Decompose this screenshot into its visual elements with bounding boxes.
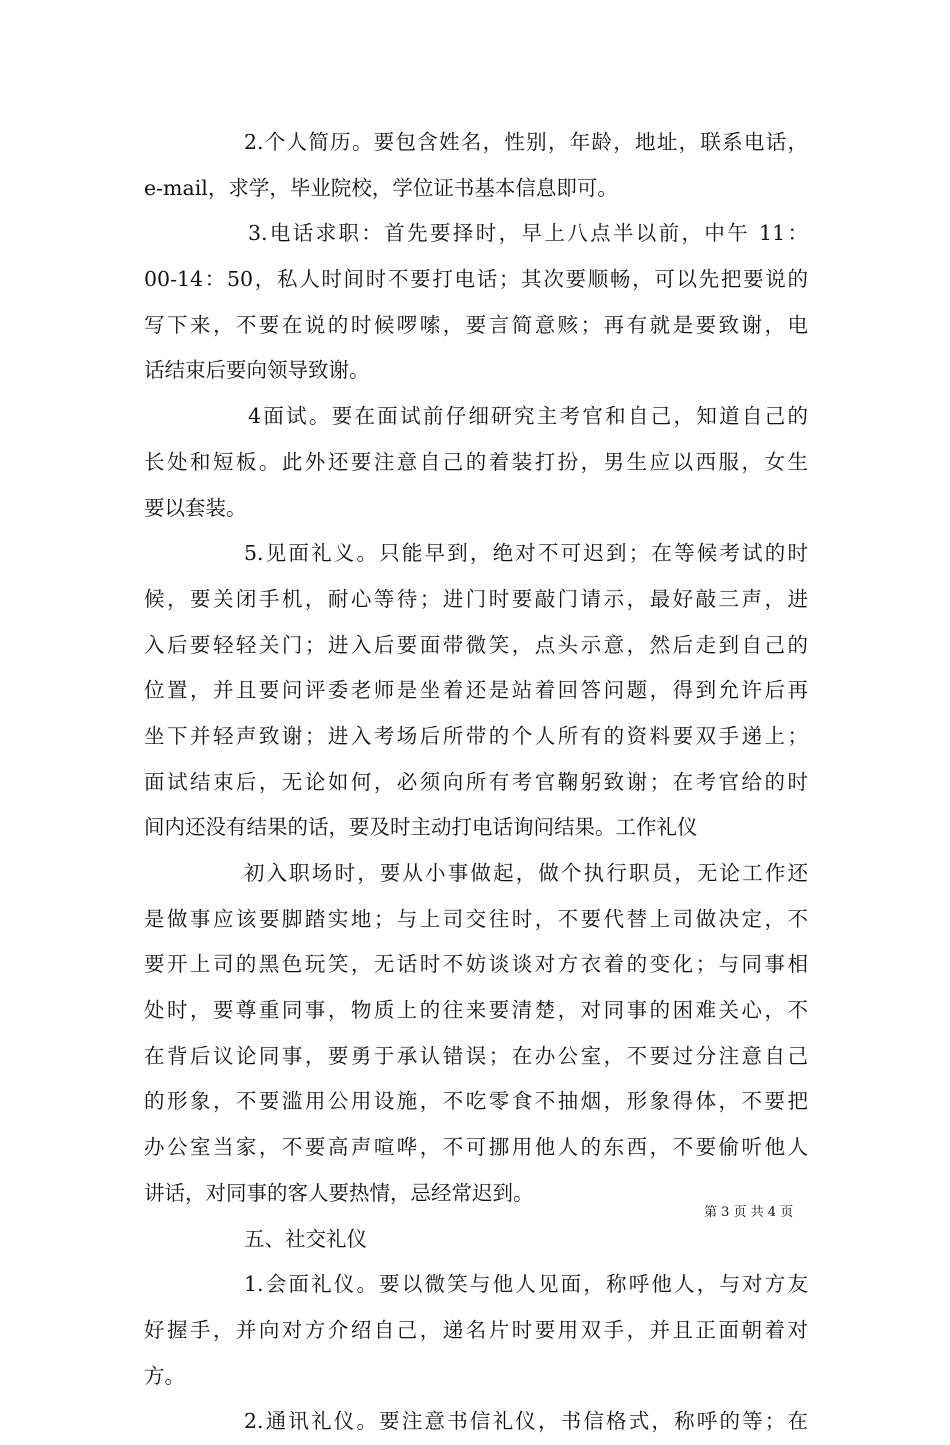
paragraph-line: 话结束后要向领导致谢。 <box>144 358 370 383</box>
paragraph-first-line: 3.电话求职：首先要择时，早上八点半以前，中午 11： <box>248 221 808 246</box>
paragraph-line: 入后要轻轻关门；进入后要面带微笑，点头示意，然后走到自己的 <box>144 632 808 657</box>
paragraph-line: 00-14：50，私人时间时不要打电话；其次要顺畅，可以先把要说的 <box>144 267 808 292</box>
paragraph-line: 面试结束后，无论如何，必须向所有考官鞠躬致谢；在考官给的时 <box>144 769 808 794</box>
paragraph-line: 在背后议论同事，要勇于承认错误；在办公室，不要过分注意自己 <box>144 1043 808 1068</box>
paragraph-first-line: 初入职场时，要从小事做起，做个执行职员，无论工作还 <box>244 861 808 885</box>
paragraph-line: 好握手，并向对方介绍自己，递名片时要用双手，并且正面朝着对 <box>144 1317 808 1342</box>
paragraph-line: e-mail，求学，毕业院校，学位证书基本信息即可。 <box>144 175 618 200</box>
paragraph-first-line: 5.见面礼义。只能早到，绝对不可迟到；在等候考试的时 <box>244 541 808 566</box>
paragraph-first-line: 五、社交礼仪 <box>244 1226 367 1251</box>
paragraph-line: 讲话，对同事的客人要热情，忌经常迟到。 <box>144 1180 534 1205</box>
paragraph-first-line: 4面试。要在面试前仔细研究主考官和自己，知道自己的 <box>248 404 808 429</box>
paragraph-first-line: 1.会面礼仪。要以微笑与他人见面，称呼他人，与对方友 <box>244 1272 808 1297</box>
paragraph-line: 写下来，不要在说的时候啰嗦，要言简意赅；再有就是要致谢，电 <box>144 312 808 337</box>
paragraph-line: 间内还没有结果的话，要及时主动打电话询问结果。工作礼仪 <box>144 815 698 840</box>
paragraph-line: 要开上司的黑色玩笑，无话时不妨谈谈对方衣着的变化；与同事相 <box>144 952 808 977</box>
paragraph-line: 的形象，不要滥用公用设施，不吃零食不抽烟，形象得体，不要把 <box>144 1089 808 1114</box>
paragraph-line: 要以套装。 <box>144 495 247 520</box>
paragraph-line: 候，要关闭手机，耐心等待；进门时要敲门请示，最好敲三声，进 <box>144 586 808 611</box>
paragraph-first-line: 2.个人简历。要包含姓名，性别，年龄，地址，联系电话， <box>244 130 808 154</box>
paragraph-line: 方。 <box>144 1363 185 1388</box>
body-text <box>144 120 808 1445</box>
paragraph-line: 坐下并轻声致谢；进入考场后所带的个人所有的资料要双手递上； <box>144 723 808 748</box>
page-number-footer: 第 3 页 共 4 页 <box>704 1205 794 1220</box>
paragraph-line: 是做事应该要脚踏实地；与上司交往时，不要代替上司做决定，不 <box>144 906 808 931</box>
paragraph-line: 长处和短板。此外还要注意自己的着装打扮，男生应以西服，女生 <box>144 449 808 474</box>
paragraph-line: 处时，要尊重同事，物质上的往来要清楚，对同事的困难关心，不 <box>144 998 808 1023</box>
paragraph-first-line: 2.通讯礼仪。要注意书信礼仪，书信格式，称呼的等；在 <box>244 1409 808 1434</box>
paragraph-line: 位置，并且要问评委老师是坐着还是站着回答问题，得到允许后再 <box>144 678 808 703</box>
paragraph-line: 办公室当家，不要高声喧哗，不可挪用他人的东西，不要偷听他人 <box>144 1135 808 1160</box>
